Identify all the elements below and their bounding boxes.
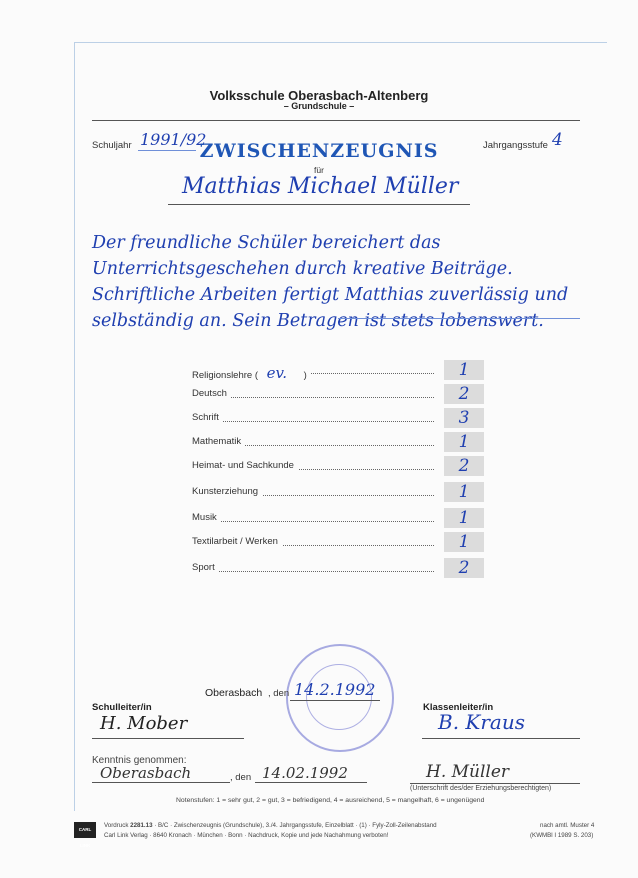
subject-row	[192, 508, 484, 528]
grade-value: 3	[444, 408, 484, 428]
schulleiter-line	[92, 738, 244, 739]
grade-value: 1	[444, 532, 484, 552]
religion-denomination: ev.	[266, 364, 287, 382]
footer-line-2: Carl Link Verlag · 8640 Kronach · München · Bonn · Nachdruck, Kopie und jede Nachahmung verboten!	[104, 832, 389, 839]
date-prefix: , den	[268, 688, 290, 699]
acknowledgement-date-prefix: , den	[230, 772, 252, 783]
schuljahr-label: Schuljahr	[92, 140, 132, 151]
subject-row	[192, 532, 484, 552]
dotted-leader	[192, 571, 434, 572]
acknowledgement-label: Kenntnis genommen:	[92, 755, 187, 766]
form-number: 2281.13	[130, 822, 153, 829]
parent-signature-line	[410, 783, 580, 784]
grade-value: 2	[444, 558, 484, 578]
grade-value: 1	[444, 482, 484, 502]
schulleiter-signature: H. Mober	[100, 713, 188, 734]
publisher-logo-text: CARL LINK	[78, 827, 92, 848]
subject-row	[192, 408, 484, 428]
grade-value: 1	[444, 432, 484, 452]
dotted-leader	[192, 421, 434, 422]
schuljahr-value: 1991/92	[140, 130, 207, 149]
grading-key: Notenstufen: 1 = sehr gut, 2 = gut, 3 = befriedigend, 4 = ausreichend, 5 = mangelhaft, 6 = ungenügend	[176, 797, 485, 804]
klassenleiter-signature: B. Kraus	[438, 710, 525, 734]
grade-value: 1	[444, 360, 484, 380]
subject-name: Sport	[192, 562, 219, 573]
publisher-logo	[74, 822, 96, 848]
fuer-label: für	[314, 165, 324, 175]
parent-caption: (Unterschrift des/der Erziehungsberechtigten)	[410, 785, 552, 792]
header-divider	[92, 120, 580, 121]
schulleiter-label: Schulleiter/in	[92, 702, 152, 713]
place-label: Oberasbach	[205, 687, 263, 699]
subject-row	[192, 482, 484, 502]
subject-row	[192, 384, 484, 404]
jahrgang-label: Jahrgangsstufe	[483, 140, 548, 151]
subject-name: Musik	[192, 512, 221, 523]
subject-name: Textilarbeit / Werken	[192, 536, 282, 547]
dotted-leader	[192, 521, 434, 522]
remarks-end-line	[338, 318, 580, 319]
remarks-text: Der freundliche Schüler bereichert das Unterrichtsgeschehen durch kreative Beiträge. Schriftliche Arbeiten fertigt Matthias zuverlässig und selbständig an. Sein Betragen ist stets lobenswert.	[92, 233, 569, 331]
issue-date: 14.2.1992	[294, 680, 376, 699]
footer-prefix: Vordruck	[104, 822, 129, 829]
acknowledgement-date: 14.02.1992	[262, 764, 348, 782]
footer-right-1: nach amtl. Muster 4	[540, 822, 595, 829]
student-name-line	[168, 204, 470, 205]
religion-label: Religionslehre (	[192, 370, 259, 381]
subject-row	[192, 558, 484, 578]
acknowledgement-place: Oberasbach	[100, 764, 192, 782]
footer-right-2: (KWMBl I 1989 S. 203)	[530, 832, 594, 839]
grade-value: 1	[444, 508, 484, 528]
document-title: ZWISCHENZEUGNIS	[199, 140, 439, 162]
acknowledgement-date-line	[255, 782, 367, 783]
subject-row	[192, 432, 484, 452]
klassenleiter-label: Klassenleiter/in	[423, 702, 494, 713]
parent-signature: H. Müller	[426, 762, 510, 782]
subject-row	[192, 360, 484, 380]
klassenleiter-line	[422, 738, 580, 739]
footer-line-1	[104, 822, 437, 829]
grade-value: 2	[444, 456, 484, 476]
religion-label-close: )	[303, 370, 307, 381]
subject-name: Kunsterziehung	[192, 486, 262, 497]
subject-name: Schrift	[192, 412, 223, 423]
jahrgang-value: 4	[552, 130, 563, 150]
subject-name: Mathematik	[192, 436, 245, 447]
subject-row	[192, 456, 484, 476]
grade-value: 2	[444, 384, 484, 404]
school-type: – Grundschule –	[283, 101, 355, 111]
date-line	[290, 700, 380, 701]
acknowledgement-place-line	[92, 782, 230, 783]
student-name: Matthias Michael Müller	[182, 174, 459, 199]
school-name: Volksschule Oberasbach-Altenberg	[209, 88, 429, 103]
footer-description: · B/C · Zwischenzeugnis (Grundschule), 3./4. Jahrgangsstufe, Einzelblatt · (1) · Fyly-Zoll-Zeilenabstand	[154, 822, 437, 829]
subject-name: Deutsch	[192, 388, 231, 399]
subject-name: Heimat- und Sachkunde	[192, 460, 298, 471]
